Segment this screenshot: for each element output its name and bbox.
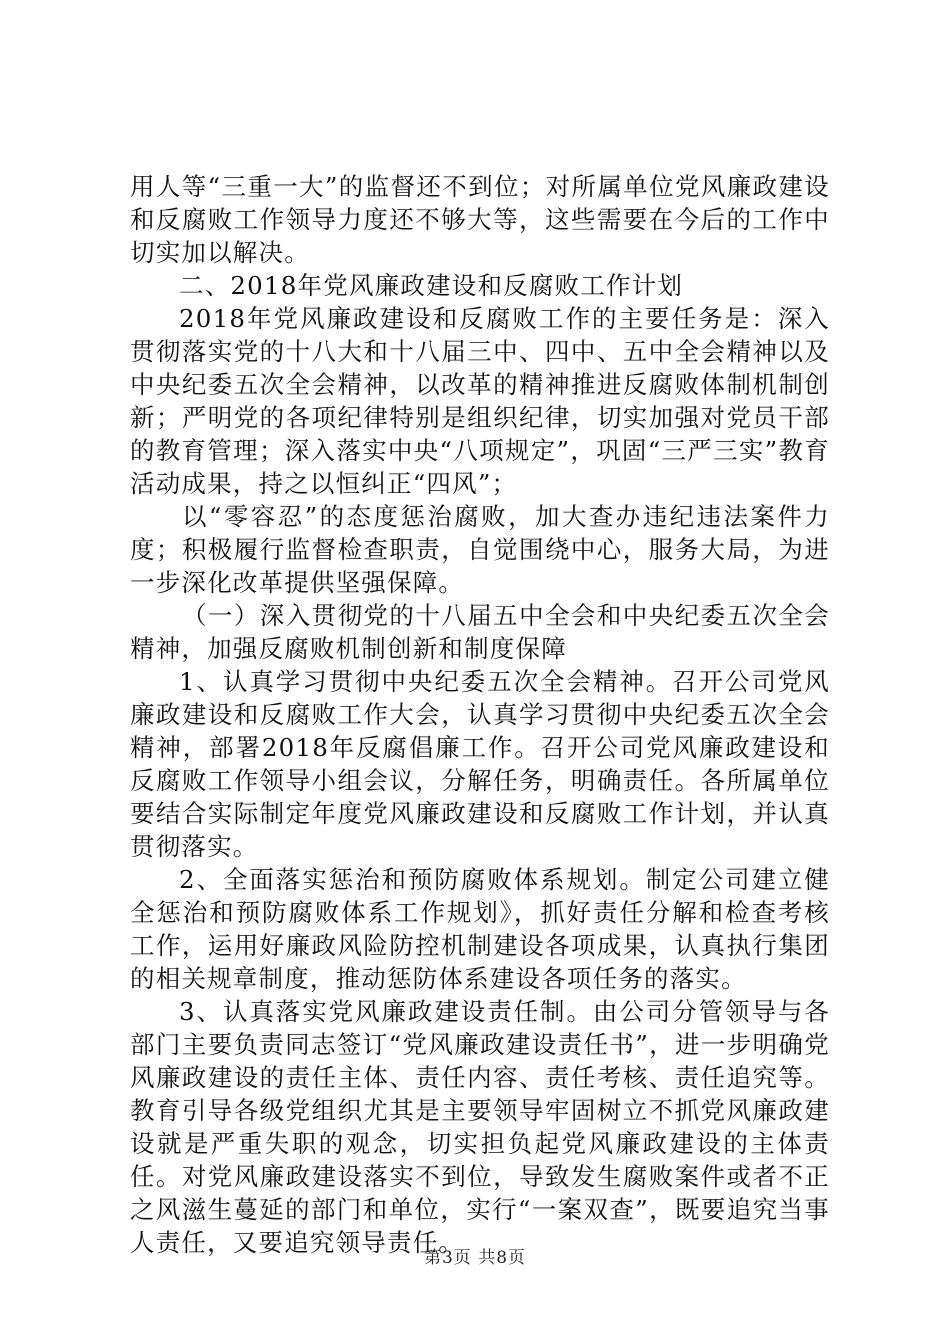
subsection-heading: （一）深入贯彻党的十八届五中全会和中央纪委五次全会精神，加强反腐败机制创新和制度保障 (130, 601, 830, 663)
paragraph-item-3: 3、认真落实党风廉政建设责任制。由公司分管领导与各部门主要负责同志签订“党风廉政建设责任书”，进一步明确党风廉政建设的责任主体、责任内容、责任考核、责任追究等。教育引导各级党组织尤其是主要领导牢固树立不抓党风廉政建设就是严重失职的观念，切实担负起党风廉政建设的主体责任。对党风廉政建设落实不到位，导致发生腐败案件或者不正之风滋生蔓延的部门和单位，实行“一案双查”，既要追究当事人责任，又要追究领导责任。 (130, 997, 830, 1257)
paragraph-zero-tolerance: 以“零容忍”的态度惩治腐败，加大查办违纪违法案件力度；积极履行监督检查职责，自觉围绕中心，服务大局，为进一步深化改革提供坚强保障。 (130, 502, 830, 597)
paragraph-continuation: 用人等“三重一大”的监督还不到位；对所属单位党风廉政建设和反腐败工作领导力度还不够大等，这些需要在今后的工作中切实加以解决。 (130, 172, 830, 267)
document-body (130, 170, 830, 1259)
section-heading: 二、2018年党风廉政建设和反腐败工作计划 (179, 271, 684, 300)
page-number-footer: 第3页 共8页 (423, 1248, 527, 1268)
paragraph-item-2: 2、全面落实惩治和预防腐败体系规划。制定公司建立健全惩治和预防腐败体系工作规划》，抓好责任分解和检查考核工作，运用好廉政风险防控机制建设各项成果，认真执行集团的相关规章制度，推动惩防体系建设各项任务的落实。 (130, 865, 830, 993)
paragraph-main-tasks: 2018年党风廉政建设和反腐败工作的主要任务是：深入贯彻落实党的十八大和十八届三中、四中、五中全会精神以及中央纪委五次全会精神，以改革的精神推进反腐败体制机制创新；严明党的各项纪律特别是组织纪律，切实加强对党员干部的教育管理；深入落实中央“八项规定”，巩固“三严三实”教育活动成果，持之以恒纠正“四风”； (130, 304, 830, 498)
paragraph-item-1: 1、认真学习贯彻中央纪委五次全会精神。召开公司党风廉政建设和反腐败工作大会，认真学习贯彻中央纪委五次全会精神，部署2018年反腐倡廉工作。召开公司党风廉政建设和反腐败工作领导小组会议，分解任务，明确责任。各所属单位要结合实际制定年度党风廉政建设和反腐败工作计划，并认真贯彻落实。 (130, 667, 830, 861)
